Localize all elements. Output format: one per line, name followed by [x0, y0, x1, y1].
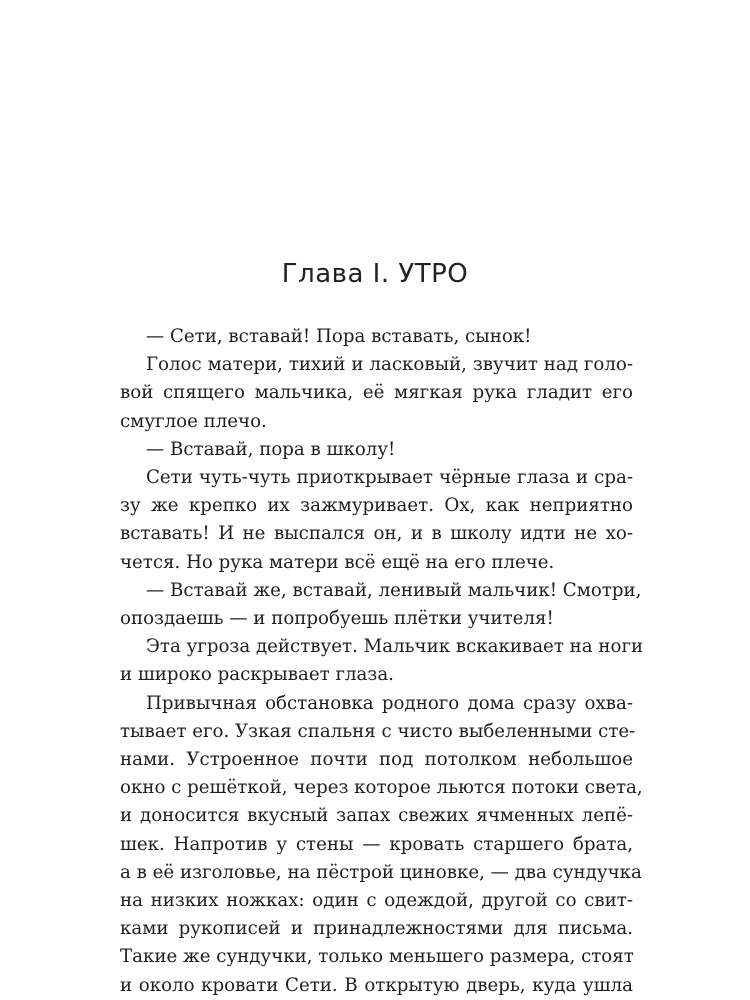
- text-line: и доносится вкусный запах свежих ячменных лепё-: [120, 805, 633, 827]
- chapter-title: Глава I. УТРО: [281, 259, 469, 289]
- text-line: тывает его. Узкая спальня с чисто выбеленными сте-: [120, 720, 636, 742]
- chapter-text: [120, 323, 644, 1000]
- text-line: окно с решёткой, через которое льются потоки света,: [120, 777, 643, 799]
- text-line: Эта угроза действует. Мальчик вскакивает на ноги: [146, 636, 644, 658]
- text-line: Сети чуть-чуть приоткрывает чёрные глаза и сра-: [146, 467, 633, 489]
- text-line: вставать! И не выспался он, и в школу идти не хо-: [120, 523, 633, 545]
- text-line: — Вставай же, вставай, ленивый мальчик! Смотри,: [146, 579, 642, 601]
- text-line: шек. Напротив у стены — кровать старшего брата,: [120, 833, 633, 855]
- text-line: и широко раскрывает глаза.: [120, 664, 394, 686]
- text-line: опоздаешь — и попробуешь плётки учителя!: [120, 608, 554, 630]
- text-line: — Вставай, пора в школу!: [146, 438, 396, 460]
- text-line: а в её изголовье, на пёстрой циновке, — два сундучка: [120, 861, 642, 883]
- text-line: чется. Но рука матери всё ещё на его плече.: [120, 551, 555, 573]
- text-line: вой спящего мальчика, её мягкая рука гладит его: [120, 382, 633, 404]
- text-line: зу же крепко их зажмуривает. Ох, как неприятно: [120, 495, 633, 517]
- text-line: ками рукописей и принадлежностями для письма.: [120, 918, 633, 940]
- text-line: Привычная обстановка родного дома сразу охва-: [146, 692, 633, 714]
- text-line: Голос матери, тихий и ласковый, звучит над голо-: [146, 354, 633, 376]
- text-line: на низких ножках: один с одеждой, другой со свит-: [120, 890, 633, 912]
- text-line: нами. Устроенное почти под потолком небольшое: [120, 749, 633, 771]
- text-line: и около кровати Сети. В открытую дверь, куда ушла: [120, 974, 633, 996]
- text-line: смуглое плечо.: [120, 410, 267, 432]
- text-line: Такие же сундучки, только меньшего размера, стоят: [120, 946, 634, 968]
- text-line: — Сети, вставай! Пора вставать, сынок!: [146, 326, 532, 347]
